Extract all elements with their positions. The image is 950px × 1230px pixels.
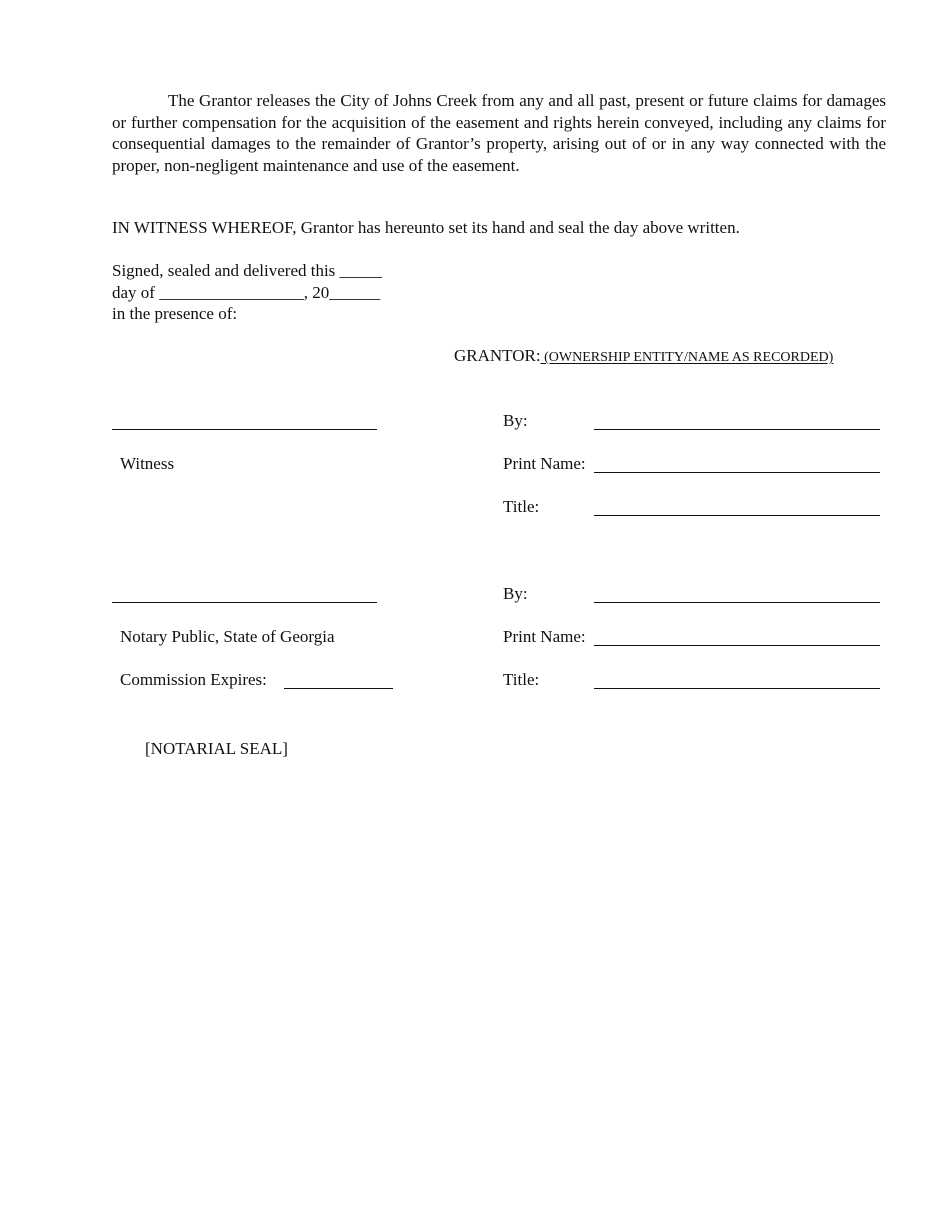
notarial-seal-placeholder: [NOTARIAL SEAL] <box>145 739 288 758</box>
title-line-2[interactable] <box>594 688 880 689</box>
witness-clause: IN WITNESS WHEREOF, Grantor has hereunto set its hand and seal the day above written. <box>112 218 740 237</box>
print-name-label-2: Print Name: <box>503 627 586 646</box>
title-label-2: Title: <box>503 670 540 689</box>
print-name-line-1[interactable] <box>594 472 880 473</box>
by-label-1: By: <box>503 411 528 430</box>
notary-label: Notary Public, State of Georgia <box>120 627 335 646</box>
release-paragraph: The Grantor releases the City of Johns Creek from any and all past, present or future claims for damages or further compensation for the acquisition of the easement and rights herein conveyed, including any claims for consequential damages to the remainder of Grantor’s property, arising out of or in any way connected with the proper, non-negligent maintenance and use of the easement. <box>112 91 886 175</box>
print-name-line-2[interactable] <box>594 645 880 646</box>
title-line-1[interactable] <box>594 515 880 516</box>
commission-expires-label: Commission Expires: <box>120 670 267 689</box>
by-label-2: By: <box>503 584 528 603</box>
execution-line-2: day of _________________, 20______ <box>112 283 381 302</box>
execution-line-3: in the presence of: <box>112 304 238 323</box>
witness-label: Witness <box>120 454 175 473</box>
by-signature-line-1[interactable] <box>594 429 880 430</box>
grantor-entity: (OWNERSHIP ENTITY/NAME AS RECORDED) <box>540 350 834 365</box>
witness-signature-line[interactable] <box>112 429 377 430</box>
print-name-label-1: Print Name: <box>503 454 586 473</box>
grantor-label: GRANTOR: <box>454 346 541 365</box>
grantor-heading <box>454 346 833 366</box>
title-label-1: Title: <box>503 497 540 516</box>
execution-line-1: Signed, sealed and delivered this _____ <box>112 261 383 280</box>
notary-signature-line[interactable] <box>112 602 377 603</box>
commission-expires-line[interactable] <box>284 688 393 689</box>
by-signature-line-2[interactable] <box>594 602 880 603</box>
